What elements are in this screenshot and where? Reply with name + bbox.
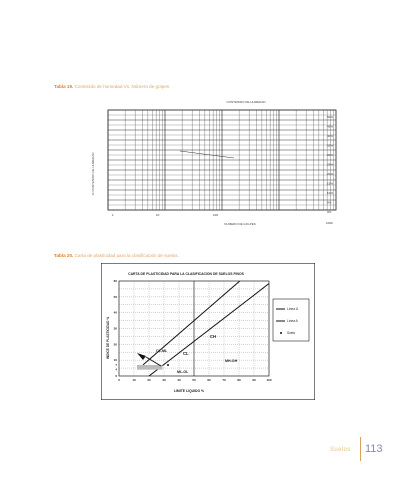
table20-y-tick: 30 xyxy=(113,326,117,331)
legend-line-a: Línea A xyxy=(287,319,298,323)
table19-percent-label: 45% xyxy=(327,124,334,129)
table20-ylabel: INDICE DE PLASTICIDAD % xyxy=(106,316,110,359)
table20-x-tick: 70 xyxy=(222,378,226,382)
table20-x-tick: 60 xyxy=(207,378,211,382)
table19-percent-label: 25% xyxy=(327,162,334,167)
table19-percent-label: 35% xyxy=(327,143,334,148)
table20-chart xyxy=(101,263,315,400)
table19-x-tick: 10 xyxy=(156,213,160,217)
table20-x-tick: 50 xyxy=(192,378,196,382)
table20-label: Tabla 20. xyxy=(54,253,74,258)
zone-label-ch: CH xyxy=(210,334,217,339)
table19-x-label: NUMERO DE GOLPES xyxy=(224,222,256,226)
table20-y-tick: 50 xyxy=(113,294,117,299)
table20-caption xyxy=(54,253,179,258)
table20-x-tick: 40 xyxy=(177,378,181,382)
table20-x-tick: 10 xyxy=(132,378,136,382)
table19-caption xyxy=(54,84,169,89)
table20-x-tick: 80 xyxy=(237,378,241,382)
table20-y-tick: 40 xyxy=(113,310,117,315)
table20-xlabel: LIMITE LIQUIDO % xyxy=(173,389,205,393)
table19-percent-label: 15% xyxy=(327,181,334,186)
table20-x-tick: 100 xyxy=(266,378,272,382)
cl-ml-band xyxy=(137,365,163,370)
table19-extra-tick: 1000 xyxy=(326,221,333,225)
table20-y-tick: 10 xyxy=(113,358,117,363)
table20-y-tick: 0 xyxy=(115,374,117,378)
footer-divider xyxy=(360,437,361,461)
table19-top-label: CONTENIDO DE HUMEDAD xyxy=(226,100,266,104)
table19-grid xyxy=(108,110,336,210)
footer-section-tag: Suelos xyxy=(330,447,351,453)
page-number: 113 xyxy=(365,443,383,455)
sample-point xyxy=(167,364,169,366)
table19-caption-text: Contenido de humedad Vs. Número de golpes xyxy=(74,84,170,89)
table20-caption-text: Carta de plasticidad para la clasificación de suelos. xyxy=(74,253,179,258)
table19-percent-label: 30% xyxy=(327,153,334,157)
table19-chart xyxy=(78,95,348,235)
zone-label-ml-ol: ML-OL xyxy=(177,370,189,374)
table19-percent-label: 20% xyxy=(327,172,334,176)
table19-label: Tabla 19. xyxy=(54,84,74,89)
table19-percent-label: 0% xyxy=(327,210,332,214)
table20-y-tick: 20 xyxy=(113,342,117,347)
table19-x-tick: 100 xyxy=(213,213,219,217)
table19-percent-label: 50% xyxy=(327,115,334,119)
table20-x-tick: 30 xyxy=(162,378,166,382)
table20-y-tick: 4 xyxy=(115,367,117,372)
table19-x-tick: 1 xyxy=(112,213,114,217)
table20-y-tick: 7 xyxy=(115,362,117,367)
legend-suelo: Suelo xyxy=(287,331,296,335)
table20-title: CARTA DE PLASTICIDAD PARA LA CLASIFICACION DE SUELOS FINOS xyxy=(128,272,244,276)
table19-y-label: % CONTENIDO DE HUMEDAD xyxy=(91,152,95,195)
zone-label-cl-ml: CL-ML xyxy=(156,349,168,353)
table20-y-tick: 60 xyxy=(113,279,117,283)
table20-x-tick: 20 xyxy=(147,378,151,382)
table19-percent-label: 5% xyxy=(327,200,332,205)
table19-percent-label: 10% xyxy=(327,191,334,195)
zone-label-cl: CL xyxy=(183,351,189,356)
zone-label-mh-oh: MH-OH xyxy=(225,359,238,363)
table19-percent-label: 40% xyxy=(327,134,334,138)
legend-line-u: Línea U xyxy=(287,307,299,311)
legend-suelo-swatch xyxy=(280,332,282,334)
table20-x-tick: 0 xyxy=(118,378,120,382)
table20-x-tick: 90 xyxy=(252,378,256,382)
